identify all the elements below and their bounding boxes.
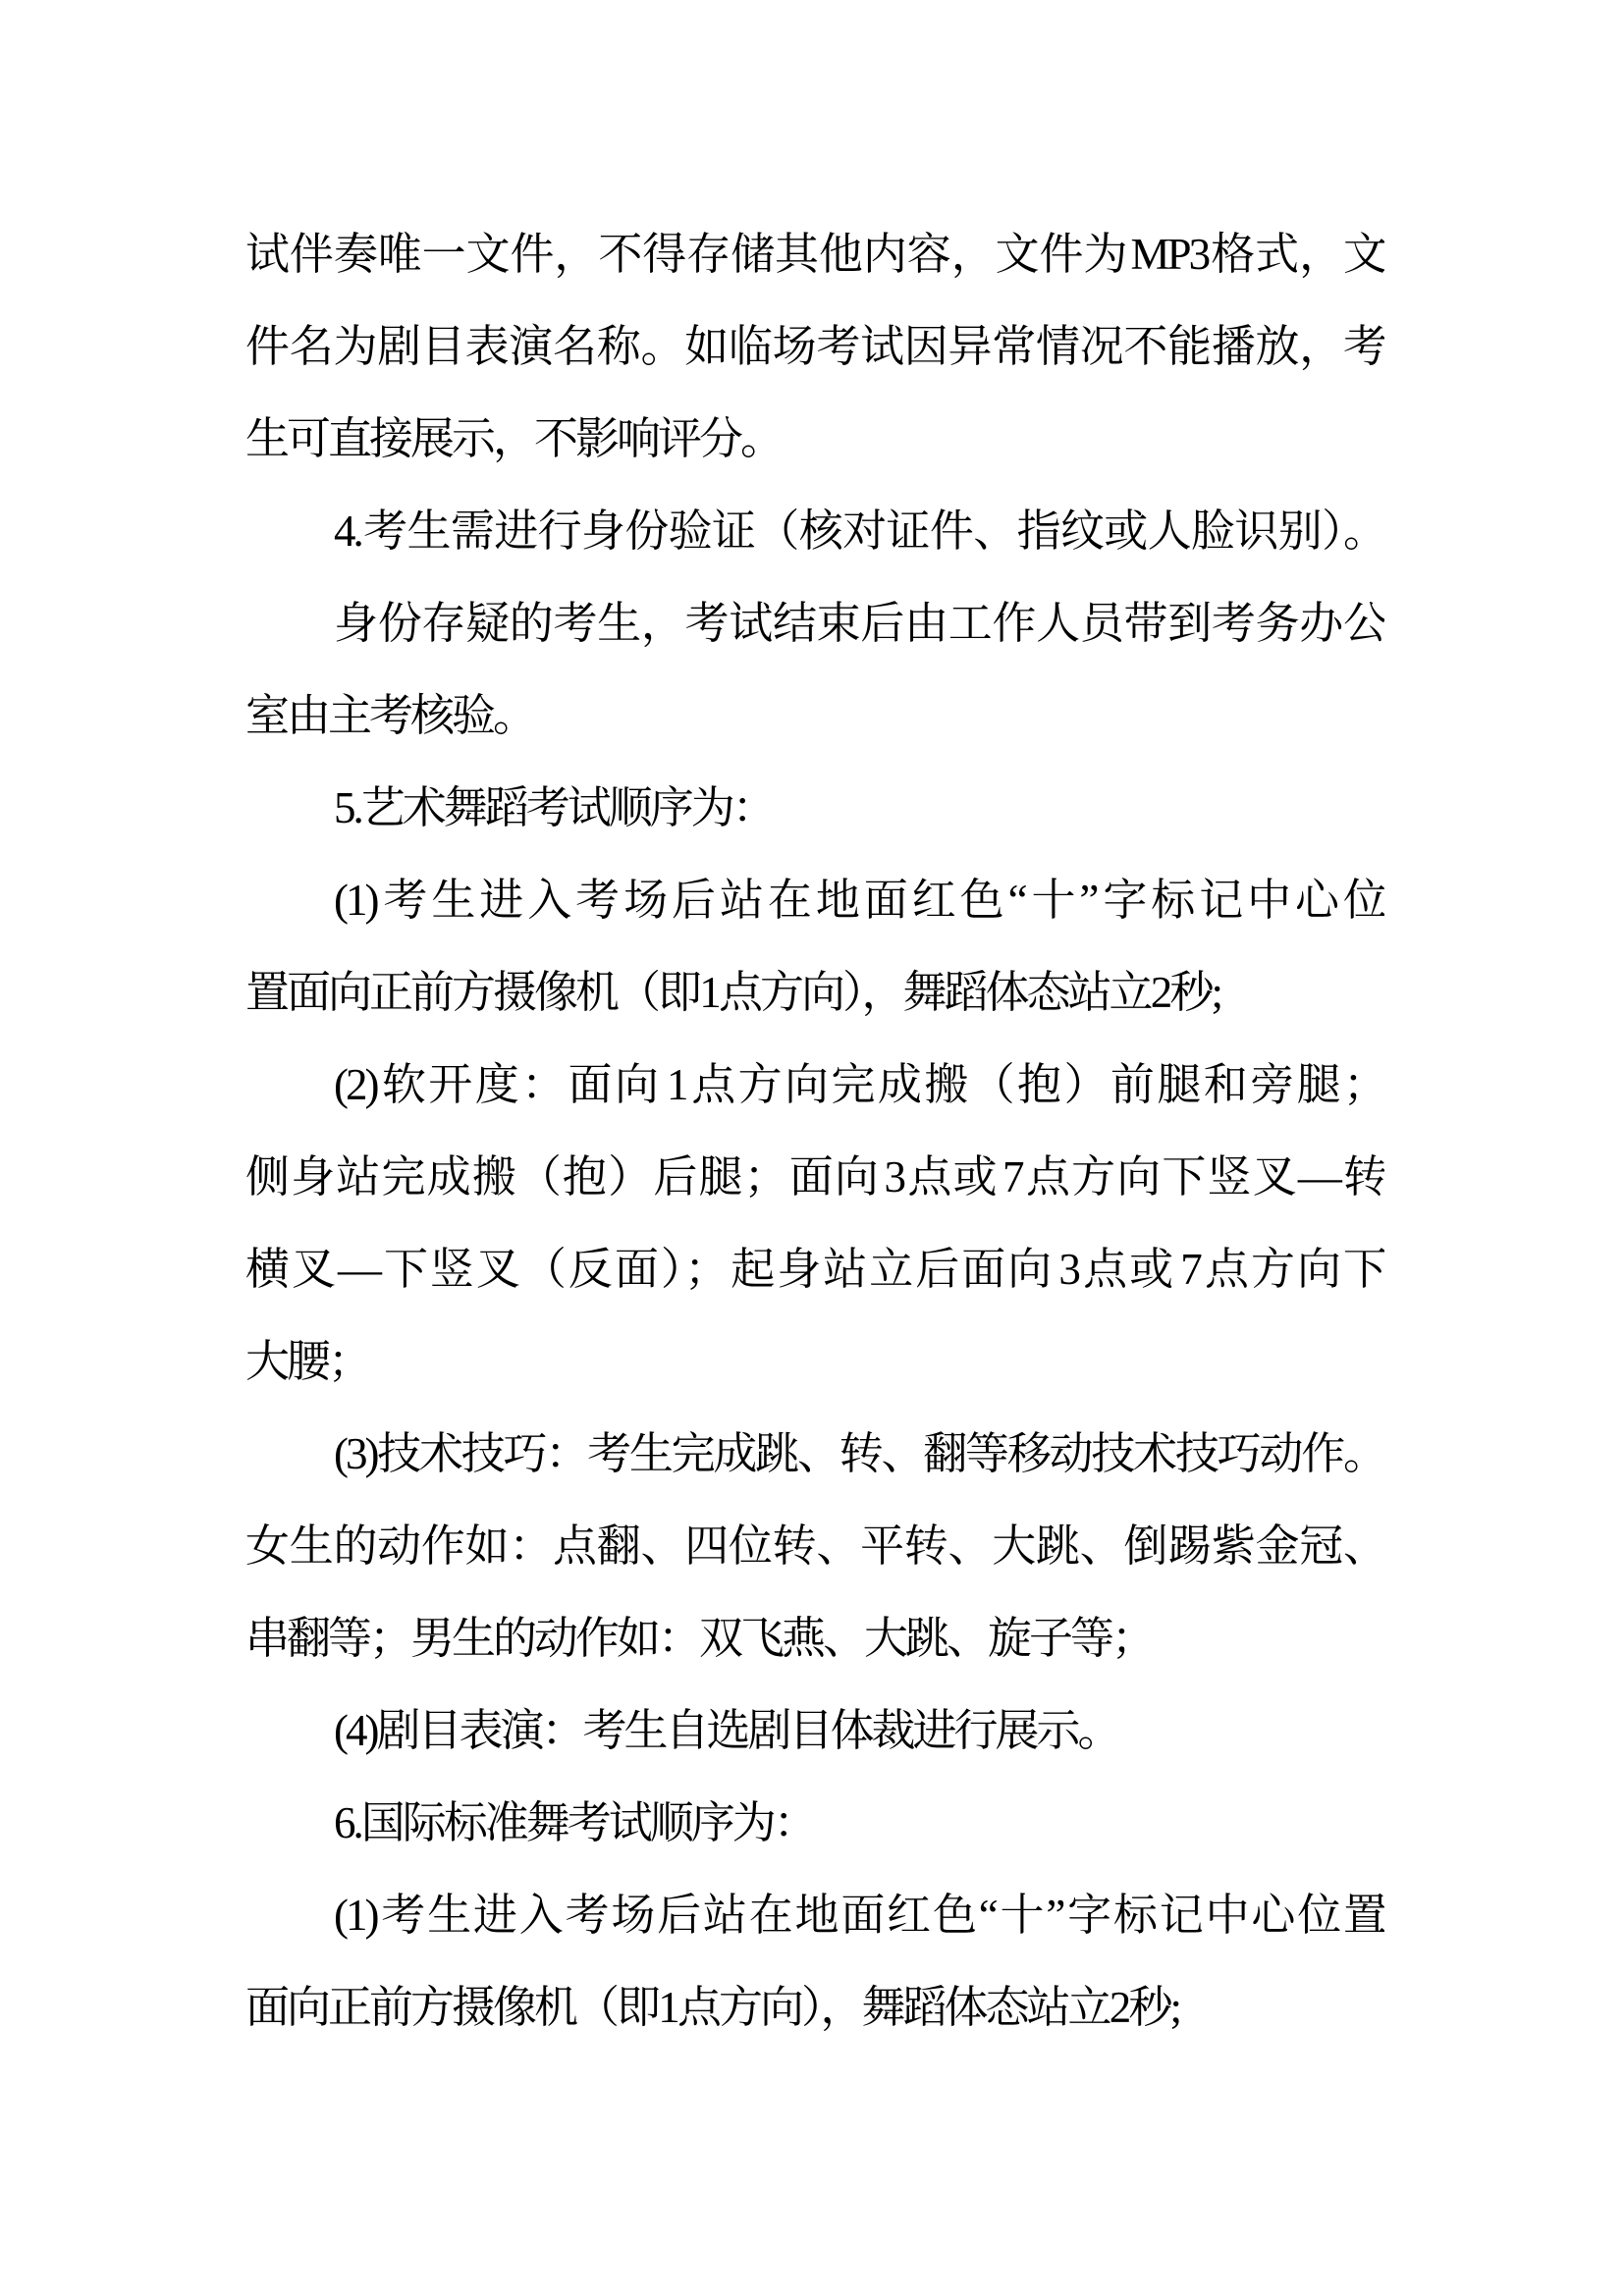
text-line-14: (3)技术技巧：考生完成跳、转、翻等移动技术技巧动作。 bbox=[334, 1429, 1384, 1478]
text-line-9: 置面向正前方摄像机（即 1 点方向），舞蹈体态站立 2 秒; bbox=[245, 968, 1221, 1017]
text-line-4: 4.考生需进行身份验证（核对证件、指纹或人脸识别）。 bbox=[334, 507, 1384, 556]
text-line-19: (1)考生进入考场后站在地面红色“十”字标记中心位置 bbox=[334, 1891, 1384, 1940]
text-line-18: 6.国际标准舞考试顺序为： bbox=[334, 1798, 815, 1847]
document-body bbox=[245, 208, 1384, 2054]
text-line-7: 5.艺术舞蹈考试顺序为： bbox=[334, 783, 774, 832]
text-line-16: 串翻等；男生的动作如：双飞燕、大跳、旋子等； bbox=[245, 1614, 1154, 1663]
text-line-8: (1)考生进入考场后站在地面红色“十”字标记中心位 bbox=[334, 876, 1384, 925]
text-line-12: 横叉—下竖叉（反面）；起身站立后面向 3 点或 7 点方向下 bbox=[245, 1245, 1384, 1294]
text-line-13: 大腰； bbox=[245, 1337, 370, 1386]
text-line-17: (4)剧目表演：考生自选剧目体裁进行展示。 bbox=[334, 1706, 1119, 1755]
text-line-11: 侧身站完成搬（抱）后腿；面向 3 点或 7 点方向下竖叉—转 bbox=[245, 1152, 1384, 1201]
text-line-15: 女生的动作如：点翻、四位转、平转、大跳、倒踢紫金冠、 bbox=[245, 1522, 1384, 1571]
text-line-6: 室由主考核验。 bbox=[245, 691, 535, 740]
text-line-3: 生可直接展示，不影响评分。 bbox=[245, 414, 783, 463]
text-line-1: 试伴奏唯一文件，不得存储其他内容，文件为 MP3 格式，文 bbox=[245, 230, 1384, 279]
text-line-5: 身份存疑的考生，考试结束后由工作人员带到考务办公 bbox=[334, 599, 1384, 648]
text-line-2: 件名为剧目表演名称。如临场考试因异常情况不能播放，考 bbox=[245, 322, 1384, 371]
text-line-20: 面向正前方摄像机（即 1 点方向），舞蹈体态站立 2 秒; bbox=[245, 1983, 1180, 2032]
text-line-10: (2)软开度：面向 1 点方向完成搬（抱）前腿和旁腿； bbox=[334, 1060, 1384, 1109]
